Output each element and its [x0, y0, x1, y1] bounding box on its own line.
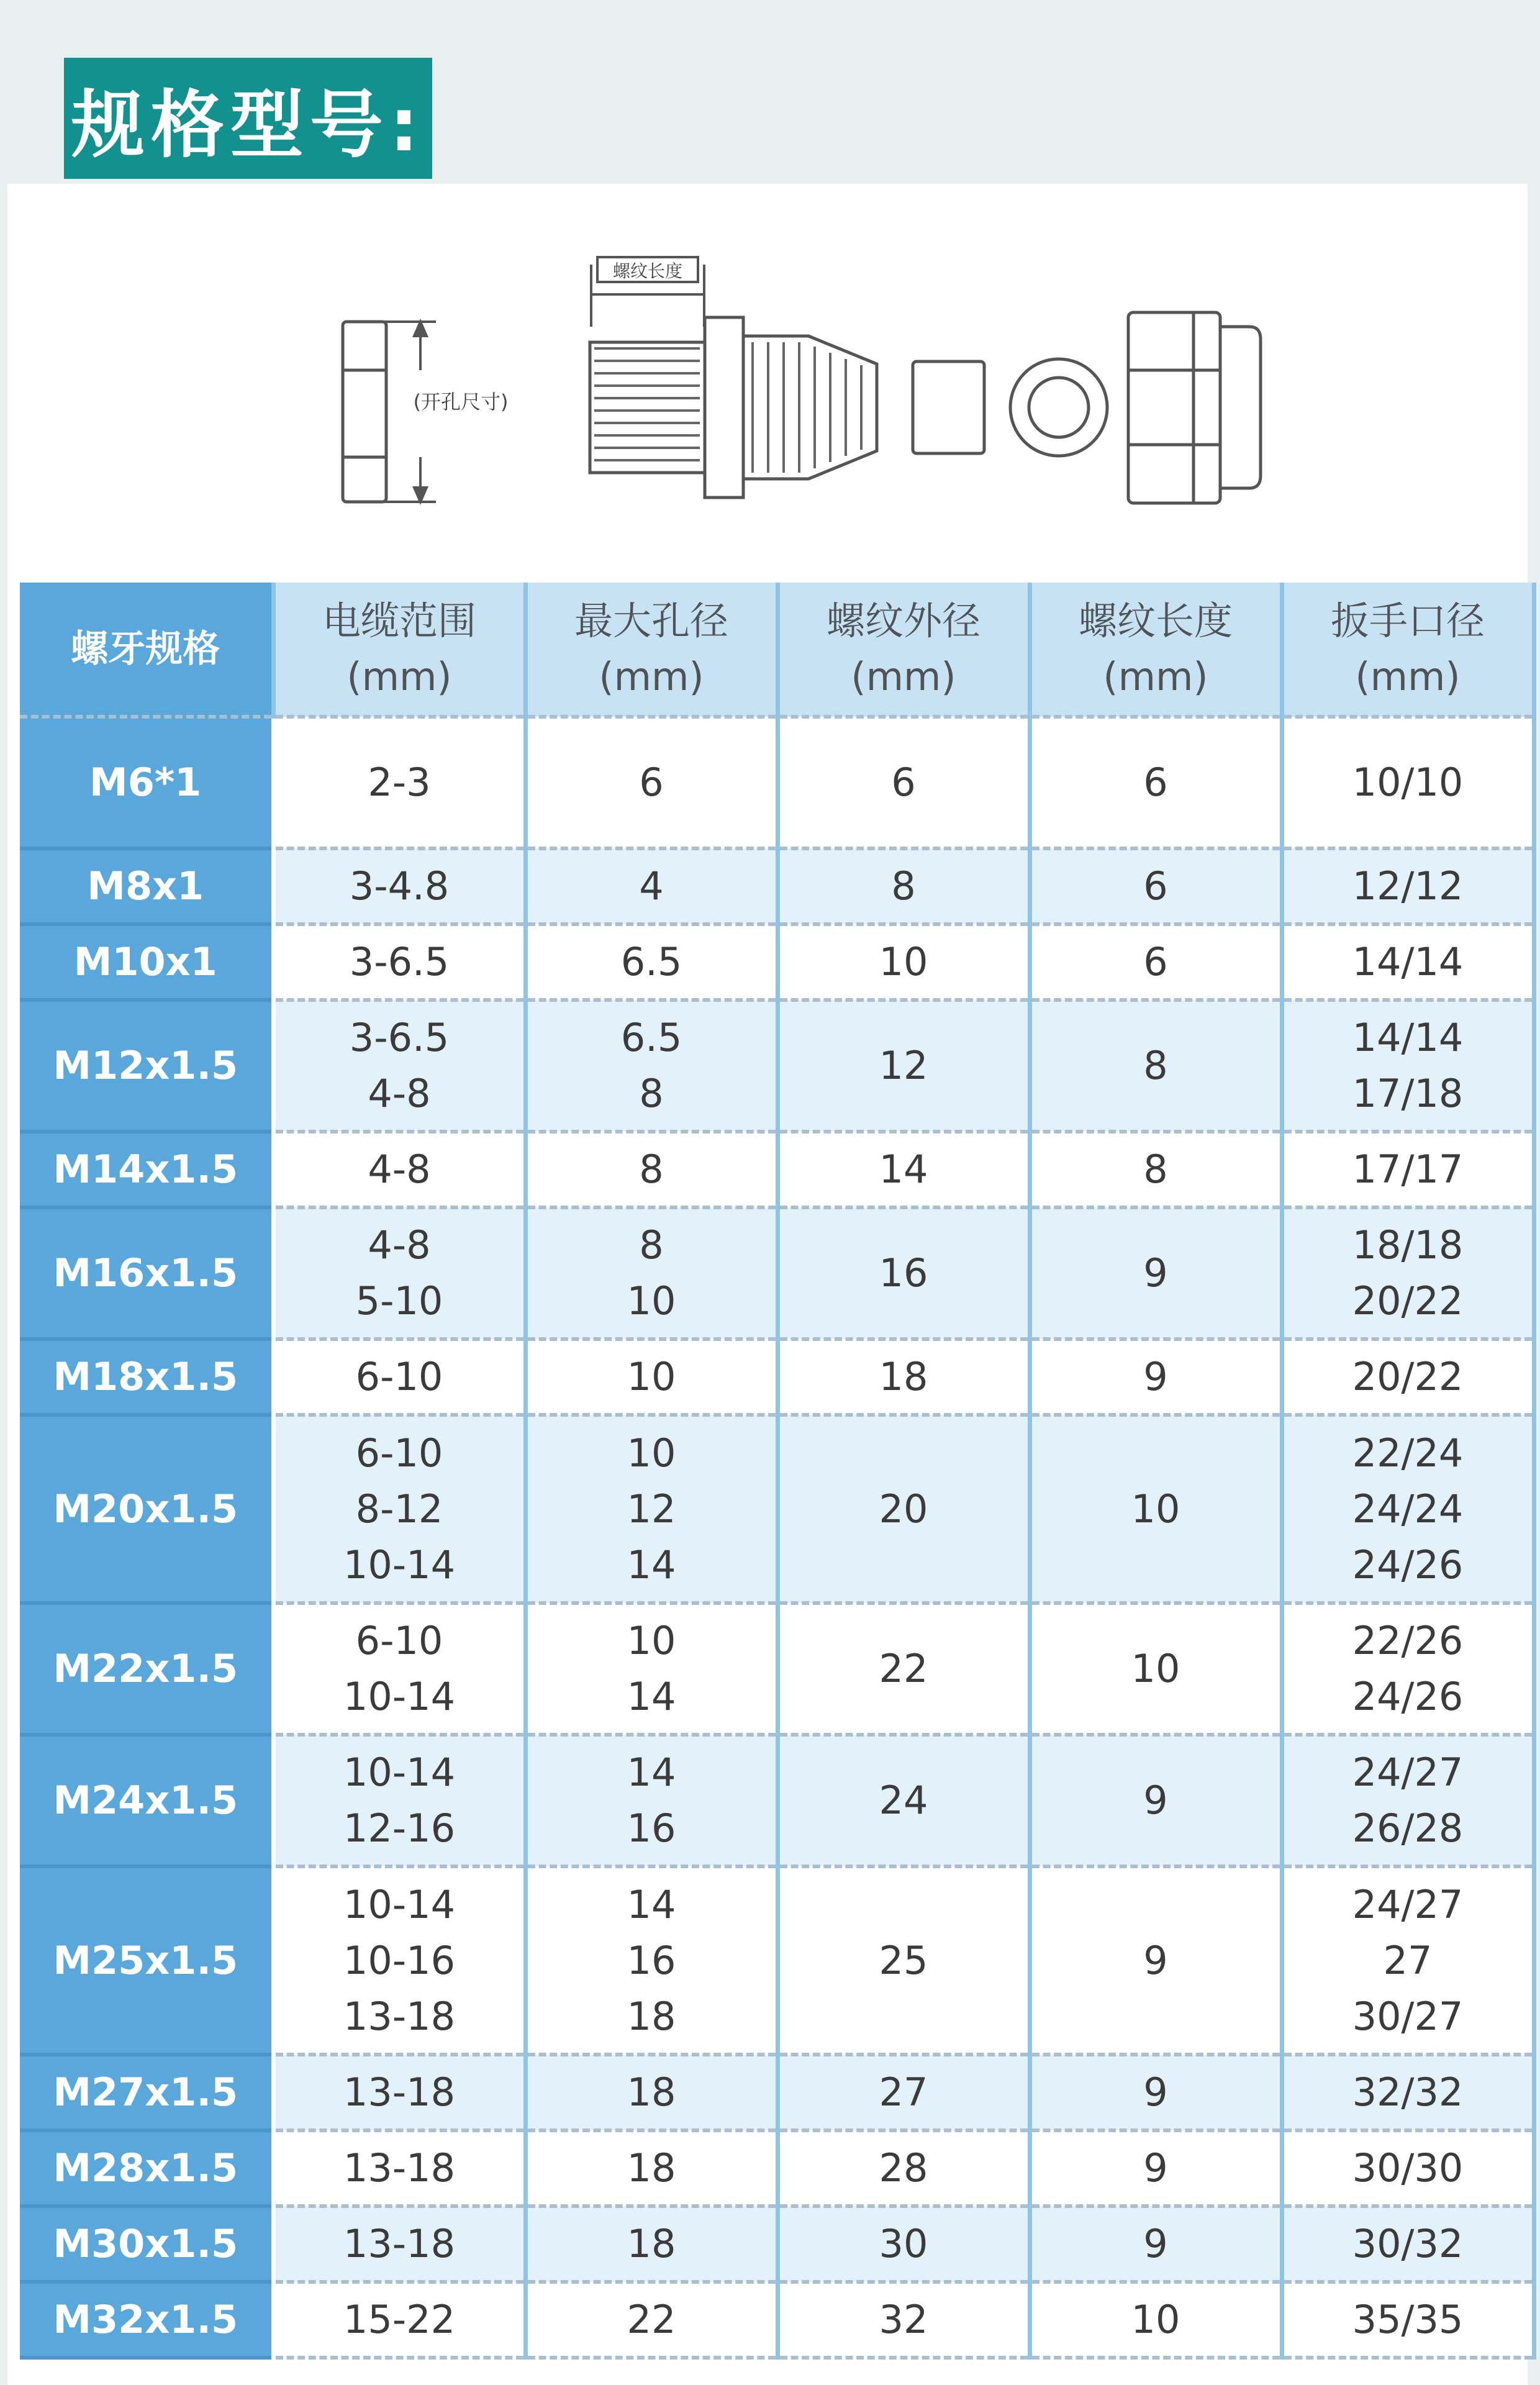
- cell-max-hole: 10 14: [525, 1603, 777, 1735]
- cell-wrench-size: 24/27 27 30/27: [1282, 1866, 1534, 2055]
- cell-max-hole: 18: [525, 2130, 777, 2206]
- cell-thread-spec: M32x1.5: [20, 2282, 273, 2358]
- cell-cable-range: 10-14 10-16 13-18: [273, 1866, 525, 2055]
- cell-thread-spec: M10x1: [20, 924, 273, 1000]
- table-row: [20, 1132, 1534, 1207]
- cell-thread-length: 8: [1030, 1132, 1282, 1207]
- table-row: [20, 1415, 1534, 1603]
- cell-cable-range: 6-10 8-12 10-14: [273, 1415, 525, 1603]
- cell-thread-outer-diameter: 32: [777, 2282, 1030, 2358]
- cell-thread-spec: M8x1: [20, 848, 273, 924]
- cell-cable-range: 13-18: [273, 2055, 525, 2130]
- cell-max-hole: 10 12 14: [525, 1415, 777, 1603]
- cell-thread-outer-diameter: 22: [777, 1603, 1030, 1735]
- cell-max-hole: 6.5: [525, 924, 777, 1000]
- cell-cable-range: 10-14 12-16: [273, 1735, 525, 1866]
- cell-thread-outer-diameter: 14: [777, 1132, 1030, 1207]
- cell-cable-range: 2-3: [273, 717, 525, 848]
- cell-max-hole: 6.5 8: [525, 1000, 777, 1132]
- cell-cable-range: 13-18: [273, 2206, 525, 2282]
- table-row: [20, 1735, 1534, 1866]
- cell-thread-length: 8: [1030, 1000, 1282, 1132]
- cell-cable-range: 6-10 10-14: [273, 1603, 525, 1735]
- cell-max-hole: 14 16: [525, 1735, 777, 1866]
- cell-wrench-size: 22/26 24/26: [1282, 1603, 1534, 1735]
- cell-cable-range: 13-18: [273, 2130, 525, 2206]
- table-row: [20, 1000, 1534, 1132]
- header-thread-spec: 螺牙规格: [20, 583, 273, 717]
- cell-max-hole: 10: [525, 1339, 777, 1415]
- cell-thread-spec: M14x1.5: [20, 1132, 273, 1207]
- cell-thread-outer-diameter: 8: [777, 848, 1030, 924]
- cell-thread-spec: M22x1.5: [20, 1603, 273, 1735]
- cell-thread-spec: M28x1.5: [20, 2130, 273, 2206]
- cell-max-hole: 14 16 18: [525, 1866, 777, 2055]
- cell-thread-spec: M25x1.5: [20, 1866, 273, 2055]
- page-title: 规格型号:: [64, 58, 432, 179]
- cell-max-hole: 22: [525, 2282, 777, 2358]
- cell-thread-length: 9: [1030, 2206, 1282, 2282]
- cell-wrench-size: 32/32: [1282, 2055, 1534, 2130]
- cell-thread-spec: M27x1.5: [20, 2055, 273, 2130]
- cell-cable-range: 4-8 5-10: [273, 1207, 525, 1339]
- hole-size-label: (开孔尺寸): [413, 390, 509, 414]
- cap-nut-icon: [1128, 312, 1261, 503]
- cell-cable-range: 3-4.8: [273, 848, 525, 924]
- cell-wrench-size: 22/24 24/24 24/26: [1282, 1415, 1534, 1603]
- cell-thread-length: 10: [1030, 2282, 1282, 2358]
- seal-insert-icon: [913, 361, 984, 453]
- table-header-row: [20, 583, 1534, 717]
- cell-wrench-size: 14/14: [1282, 924, 1534, 1000]
- table-row: [20, 2282, 1534, 2358]
- cell-wrench-size: 12/12: [1282, 848, 1534, 924]
- cell-wrench-size: 18/18 20/22: [1282, 1207, 1534, 1339]
- o-ring-icon: [1010, 359, 1107, 456]
- cable-gland-diagram: [7, 184, 1528, 569]
- cell-thread-length: 10: [1030, 1603, 1282, 1735]
- thread-length-label: 螺纹长度: [612, 261, 683, 281]
- cell-cable-range: 4-8: [273, 1132, 525, 1207]
- table-row: [20, 2055, 1534, 2130]
- cell-thread-outer-diameter: 10: [777, 924, 1030, 1000]
- cell-wrench-size: 20/22: [1282, 1339, 1534, 1415]
- cell-thread-length: 9: [1030, 2055, 1282, 2130]
- table-row: [20, 1866, 1534, 2055]
- cell-thread-length: 6: [1030, 717, 1282, 848]
- header-thread-length: 螺纹长度 (mm): [1030, 583, 1282, 717]
- cell-thread-spec: M12x1.5: [20, 1000, 273, 1132]
- cell-max-hole: 8 10: [525, 1207, 777, 1339]
- cell-thread-spec: M16x1.5: [20, 1207, 273, 1339]
- cell-thread-spec: M24x1.5: [20, 1735, 273, 1866]
- cell-thread-length: 9: [1030, 2130, 1282, 2206]
- cell-max-hole: 6: [525, 717, 777, 848]
- cell-wrench-size: 30/32: [1282, 2206, 1534, 2282]
- cell-thread-spec: M30x1.5: [20, 2206, 273, 2282]
- cell-thread-outer-diameter: 24: [777, 1735, 1030, 1866]
- cell-wrench-size: 35/35: [1282, 2282, 1534, 2358]
- cell-thread-outer-diameter: 27: [777, 2055, 1030, 2130]
- table-row: [20, 2130, 1534, 2206]
- cell-wrench-size: 24/27 26/28: [1282, 1735, 1534, 1866]
- cell-thread-length: 9: [1030, 1207, 1282, 1339]
- table-row: [20, 2206, 1534, 2282]
- header-wrench-size: 扳手口径 (mm): [1282, 583, 1534, 717]
- cell-thread-outer-diameter: 12: [777, 1000, 1030, 1132]
- spec-card: [7, 184, 1528, 2385]
- header-cable-range: 电缆范围 (mm): [273, 583, 525, 717]
- cell-thread-spec: M18x1.5: [20, 1339, 273, 1415]
- cell-cable-range: 15-22: [273, 2282, 525, 2358]
- table-row: [20, 1603, 1534, 1735]
- cell-max-hole: 8: [525, 1132, 777, 1207]
- cell-cable-range: 3-6.5: [273, 924, 525, 1000]
- cell-wrench-size: 10/10: [1282, 717, 1534, 848]
- cell-thread-outer-diameter: 6: [777, 717, 1030, 848]
- cell-thread-outer-diameter: 20: [777, 1415, 1030, 1603]
- gland-body-icon: [590, 317, 877, 497]
- cell-thread-length: 10: [1030, 1415, 1282, 1603]
- cell-thread-outer-diameter: 28: [777, 2130, 1030, 2206]
- cell-cable-range: 3-6.5 4-8: [273, 1000, 525, 1132]
- cell-cable-range: 6-10: [273, 1339, 525, 1415]
- header-max-hole: 最大孔径 (mm): [525, 583, 777, 717]
- cell-wrench-size: 30/30: [1282, 2130, 1534, 2206]
- cell-max-hole: 4: [525, 848, 777, 924]
- table-row: [20, 1207, 1534, 1339]
- header-thread-outer-diameter: 螺纹外径 (mm): [777, 583, 1030, 717]
- cell-thread-length: 9: [1030, 1339, 1282, 1415]
- table-row: [20, 717, 1534, 848]
- cell-max-hole: 18: [525, 2206, 777, 2282]
- cell-thread-outer-diameter: 25: [777, 1866, 1030, 2055]
- cell-thread-spec: M6*1: [20, 717, 273, 848]
- cell-thread-outer-diameter: 30: [777, 2206, 1030, 2282]
- locknut-icon: [343, 322, 386, 502]
- spec-table: [20, 583, 1536, 2360]
- table-row: [20, 848, 1534, 924]
- cell-thread-spec: M20x1.5: [20, 1415, 273, 1603]
- cell-thread-length: 6: [1030, 924, 1282, 1000]
- cell-thread-length: 9: [1030, 1735, 1282, 1866]
- table-row: [20, 1339, 1534, 1415]
- cell-thread-length: 9: [1030, 1866, 1282, 2055]
- cell-max-hole: 18: [525, 2055, 777, 2130]
- cell-wrench-size: 14/14 17/18: [1282, 1000, 1534, 1132]
- table-row: [20, 924, 1534, 1000]
- cell-thread-outer-diameter: 18: [777, 1339, 1030, 1415]
- cell-thread-length: 6: [1030, 848, 1282, 924]
- cell-thread-outer-diameter: 16: [777, 1207, 1030, 1339]
- cell-wrench-size: 17/17: [1282, 1132, 1534, 1207]
